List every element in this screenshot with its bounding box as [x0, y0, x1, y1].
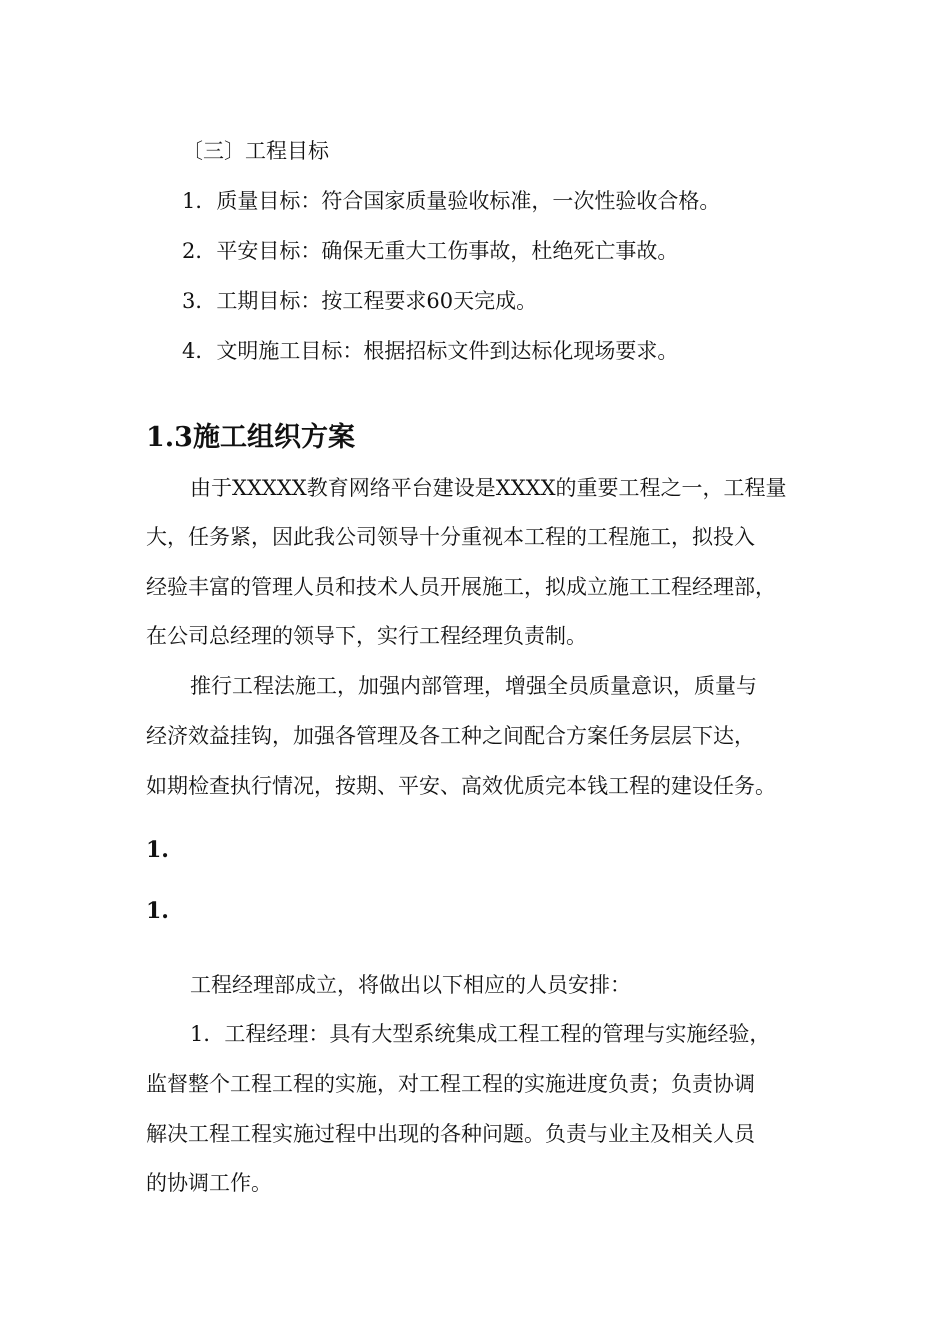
paragraph-2-line-1: 推行工程法施工，加强内部管理，增强全员质量意识，质量与	[190, 674, 757, 698]
paragraph-4-line-3: 解决工程工程实施过程中出现的各种问题。负责与业主及相关人员	[146, 1122, 755, 1146]
paragraph-3: 工程经理部成立，将做出以下相应的人员安排：	[190, 973, 631, 997]
paragraph-4-line-1: 1．工程经理：具有大型系统集成工程工程的管理与实施经验，	[190, 1022, 771, 1046]
paragraph-1-line-1: 由于XXXXX教育网络平台建设是XXXX的重要工程之一，工程量	[190, 476, 787, 500]
sub-heading-1: 1.	[146, 837, 169, 863]
paragraph-1-line-3: 经验丰富的管理人员和技术人员开展施工，拟成立施工工程经理部，	[146, 575, 776, 599]
paragraph-1-line-4: 在公司总经理的领导下，实行工程经理负责制。	[146, 624, 587, 648]
sub-heading-2: 1.	[146, 898, 169, 924]
section-title: 1.3施工组织方案	[146, 422, 355, 453]
goal-item-schedule: 3．工期目标：按工程要求60天完成。	[182, 289, 538, 313]
paragraph-4-line-2: 监督整个工程工程的实施，对工程工程的实施进度负责；负责协调	[146, 1072, 755, 1096]
goal-item-safety: 2．平安目标：确保无重大工伤事故，杜绝死亡事故。	[182, 239, 679, 263]
paragraph-2-line-3: 如期检查执行情况，按期、平安、高效优质完本钱工程的建设任务。	[146, 774, 776, 798]
goal-item-civilized: 4．文明施工目标：根据招标文件到达标化现场要求。	[182, 339, 679, 363]
paragraph-1-line-2: 大，任务紧，因此我公司领导十分重视本工程的工程施工，拟投入	[146, 525, 755, 549]
goal-item-quality: 1．质量目标：符合国家质量验收标准，一次性验收合格。	[182, 189, 721, 213]
paragraph-4-line-4: 的协调工作。	[146, 1171, 272, 1195]
paragraph-2-line-2: 经济效益挂钩，加强各管理及各工种之间配合方案任务层层下达，	[146, 724, 755, 748]
goals-heading: 〔三〕工程目标	[182, 139, 329, 163]
